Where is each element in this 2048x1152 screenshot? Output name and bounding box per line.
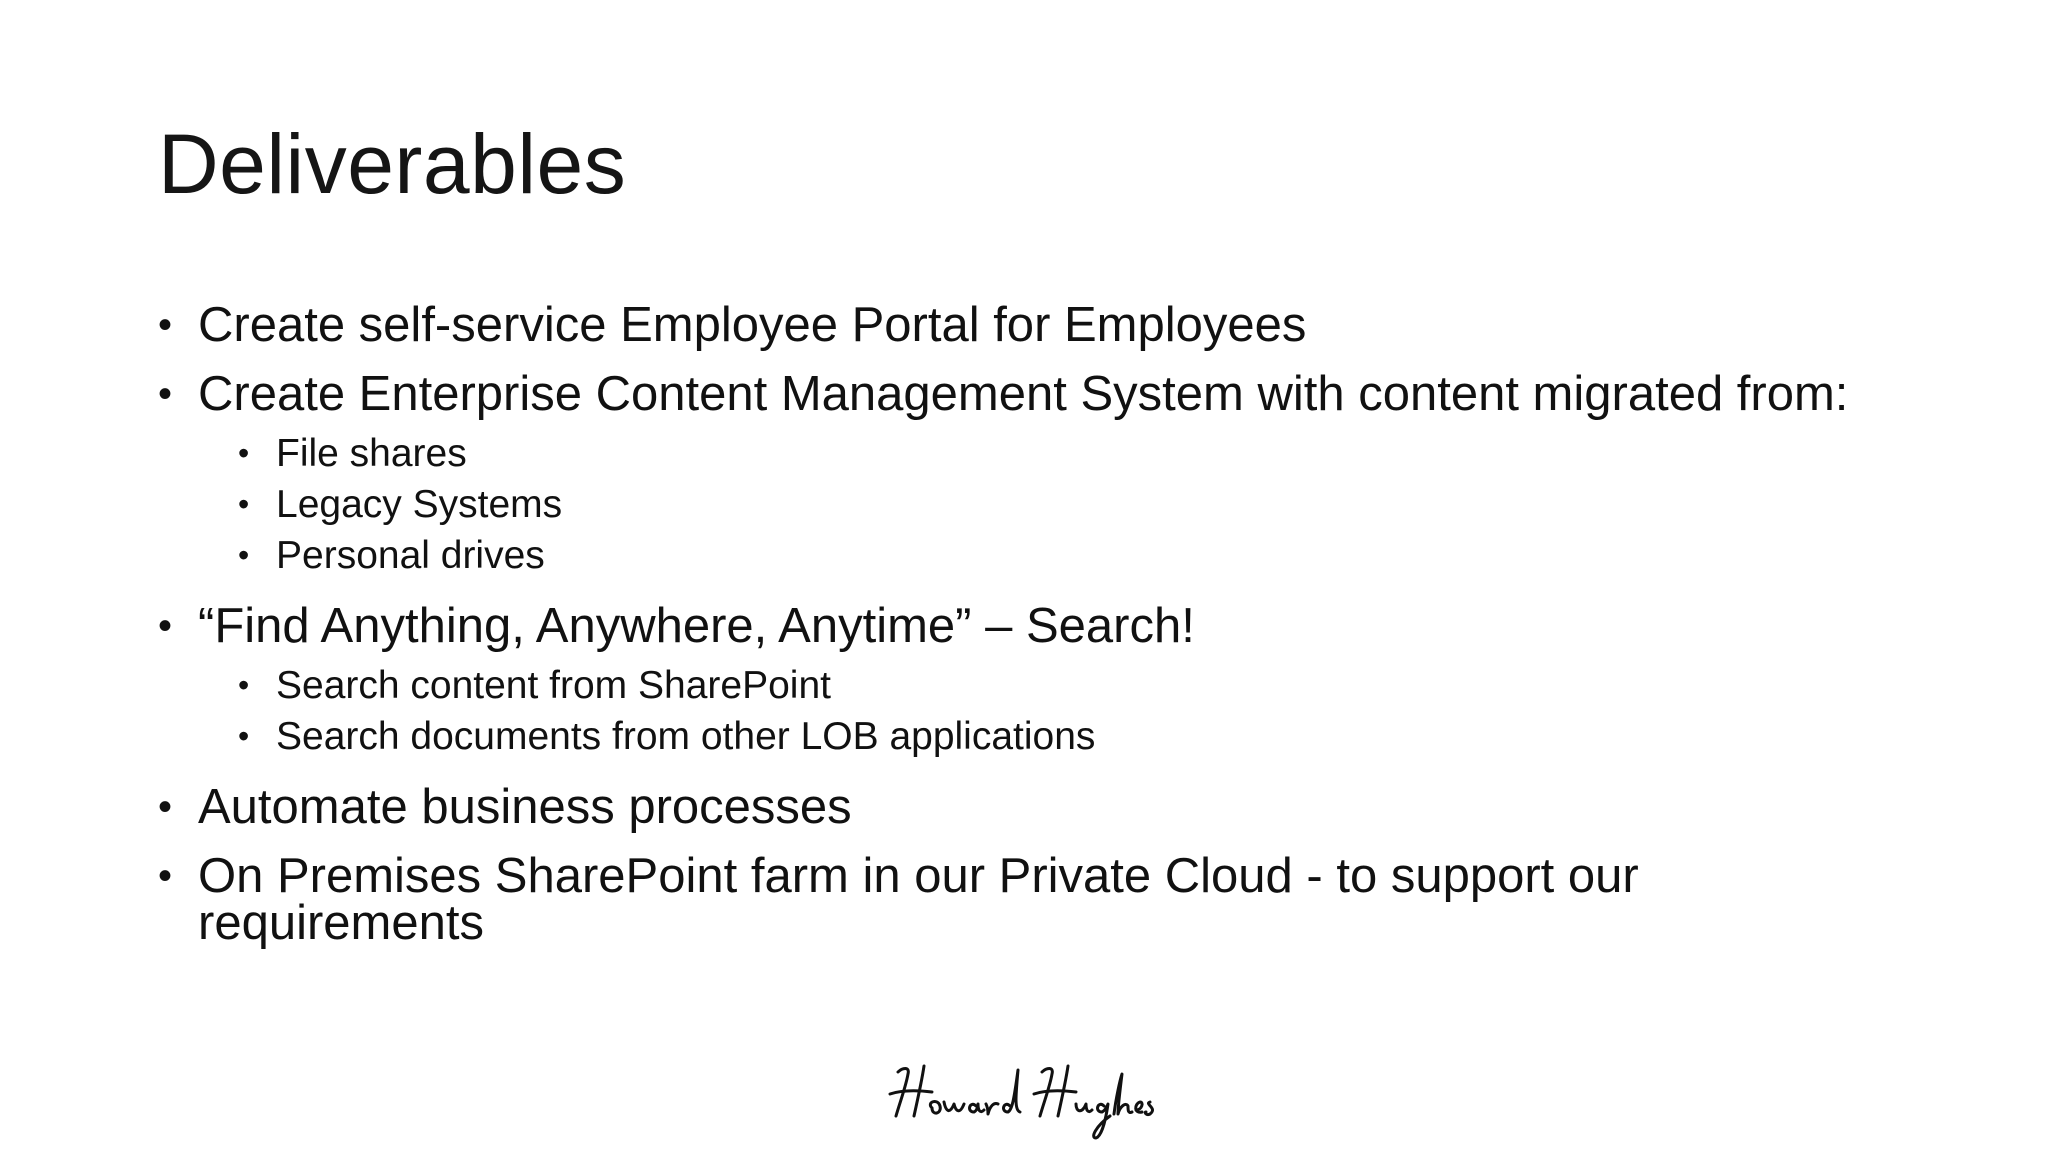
signature-image [880,1050,1170,1145]
bullet-item [158,367,1918,581]
slide-title: Deliverables [158,117,627,211]
sub-bullet-item: • Personal drives [238,530,1918,581]
sub-bullet-list [198,428,1918,581]
bullet-item [158,599,1918,762]
bullet-text: Create self-service Employee Portal for Employees [198,298,1307,352]
sub-bullet-item: • Search content from SharePoint [238,660,1918,711]
bullet-text: “Find Anything, Anywhere, Anytime” – Search! [198,599,1195,653]
bullet-item [158,849,1918,950]
sub-bullet-item: • Legacy Systems [238,479,1918,530]
sub-bullet-list [198,660,1918,762]
sub-bullet-item: • File shares [238,428,1918,479]
bullet-text: Create Enterprise Content Management System with content migrated from: [198,367,1849,421]
bullet-item [158,780,1918,834]
slide-content [158,298,1918,969]
bullet-text: Automate business processes [198,780,852,834]
bullet-text: On Premises SharePoint farm in our Private Cloud - to support our requirements [198,849,1639,950]
bullet-list [158,298,1918,950]
bullet-item [158,298,1918,352]
sub-bullet-item: • Search documents from other LOB applications [238,711,1918,762]
